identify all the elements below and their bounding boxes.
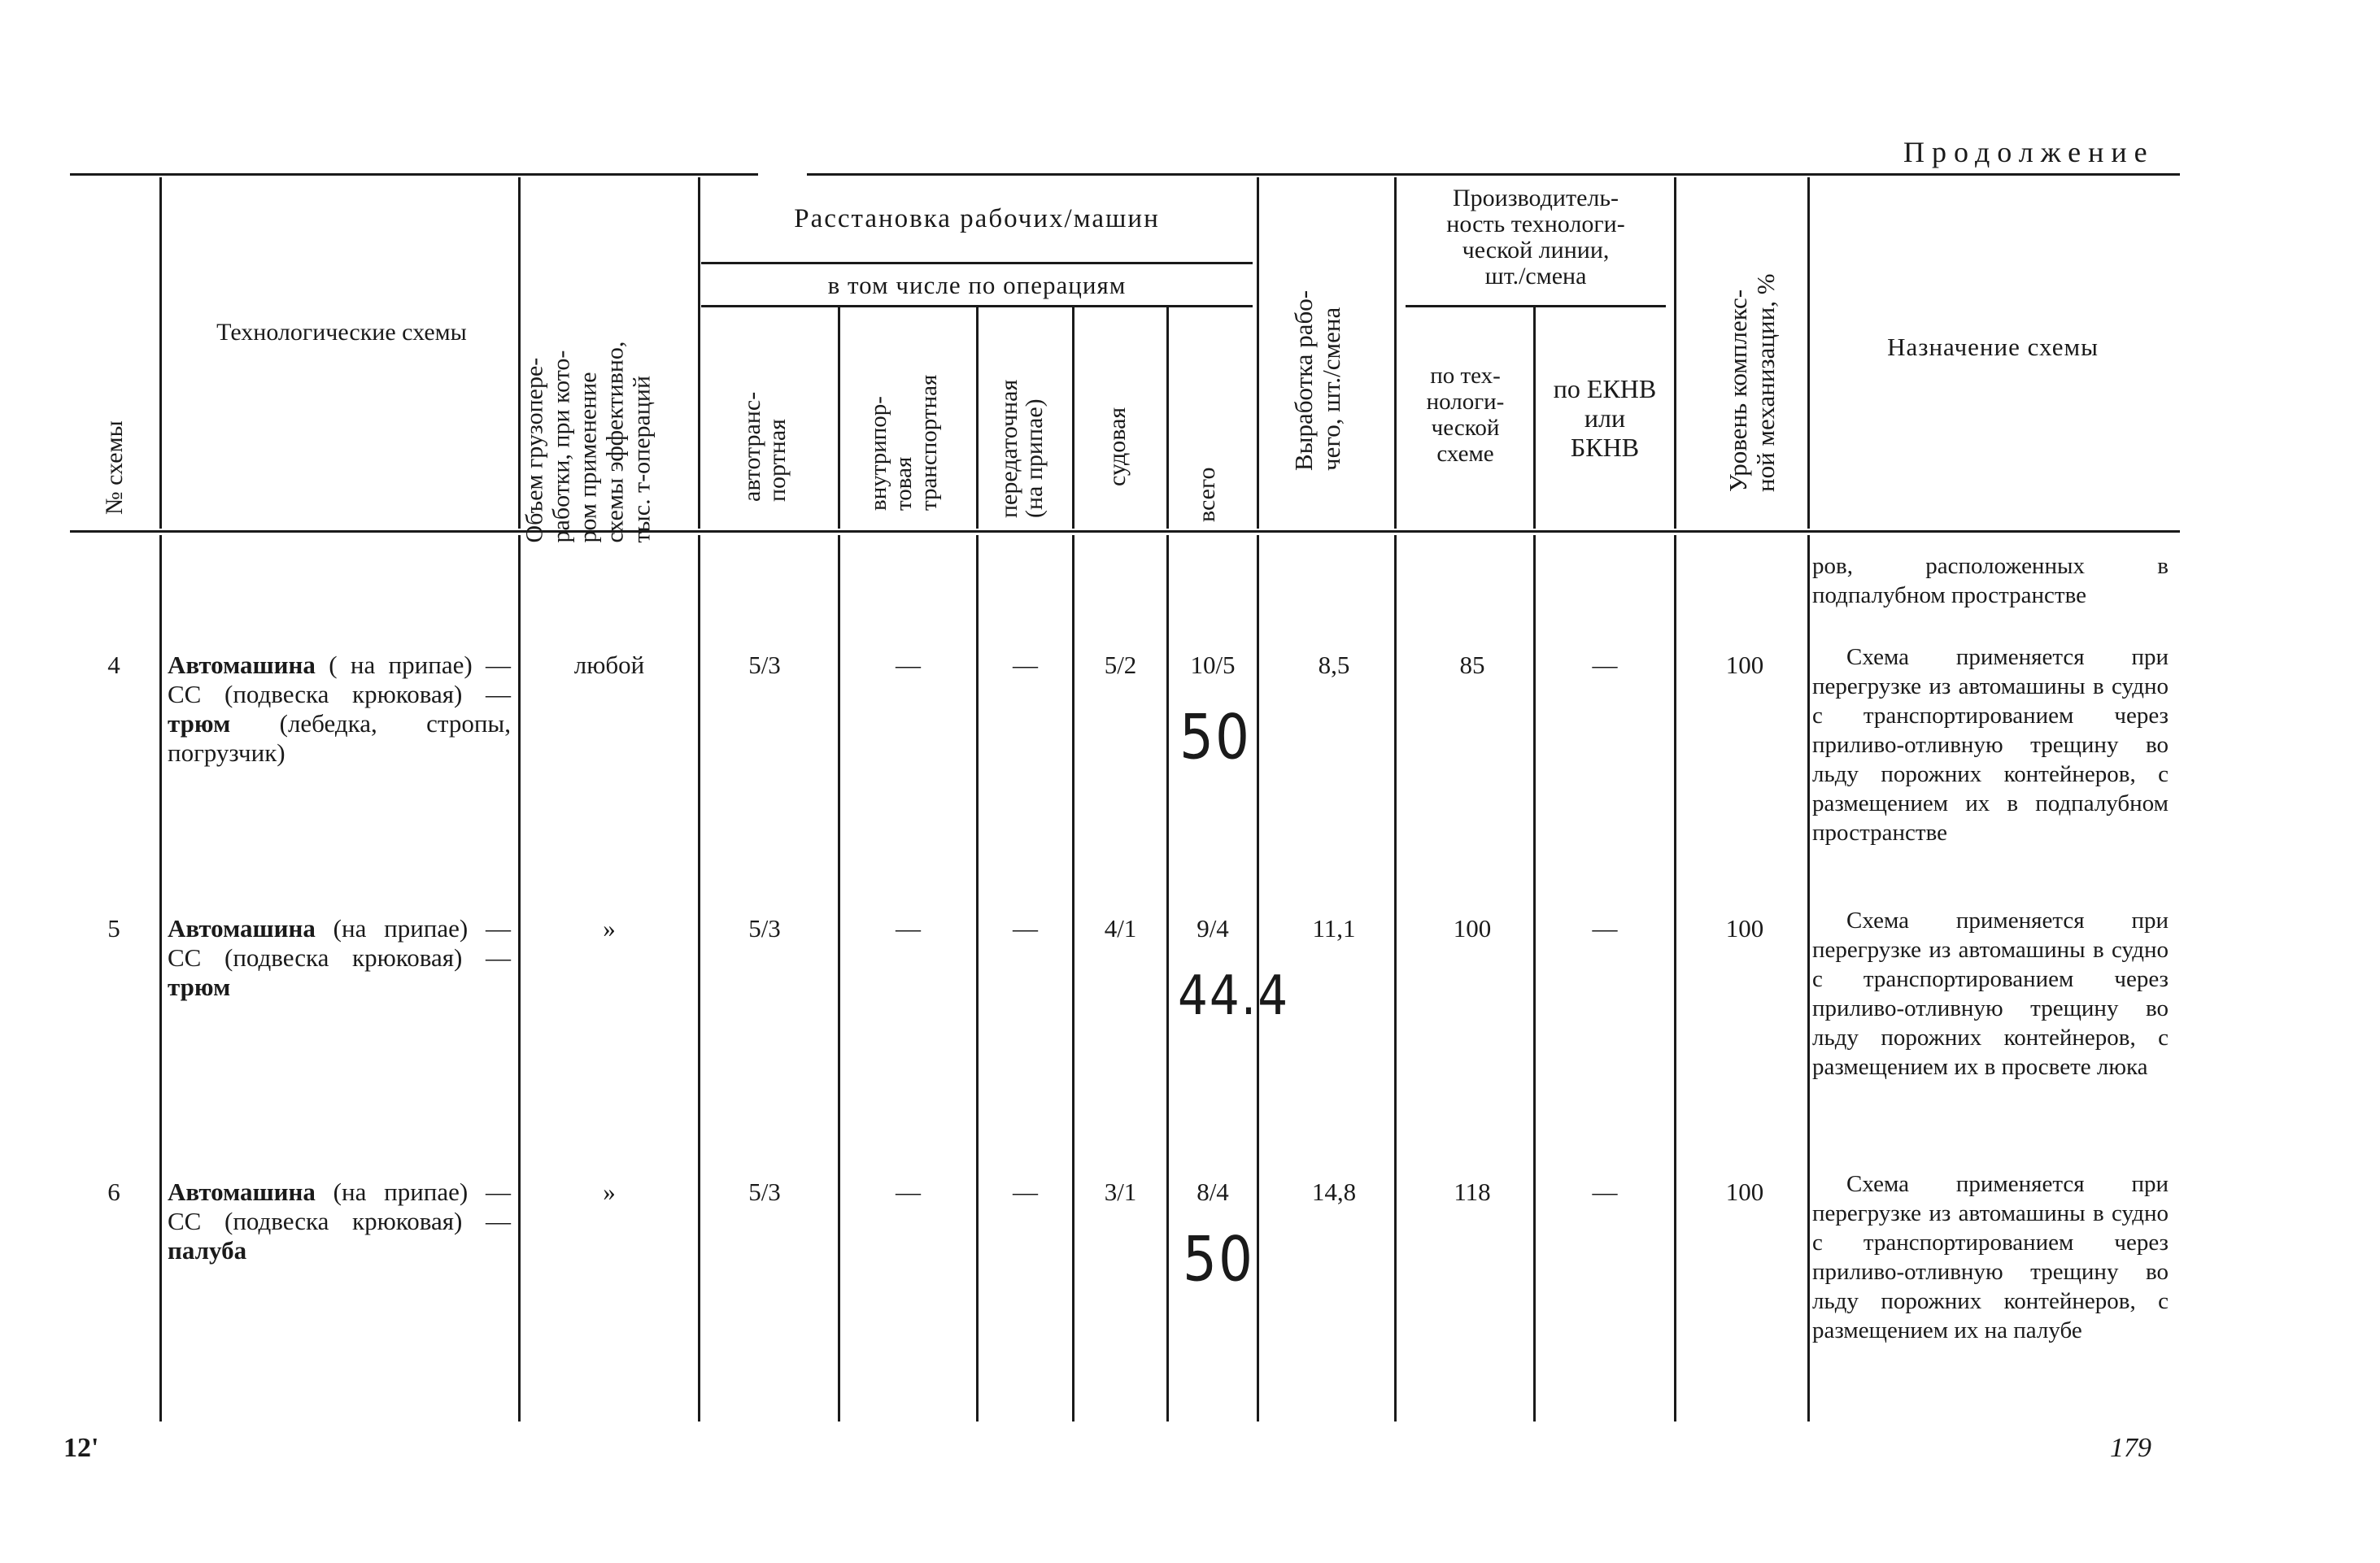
top-rule-right	[807, 173, 2180, 176]
col-rule	[838, 307, 840, 529]
row-6-volume: »	[603, 1178, 616, 1206]
col-rule	[1394, 177, 1397, 529]
row-6-op-internal: —	[896, 1178, 921, 1206]
col-rule	[1394, 535, 1397, 1422]
row-4-op-internal: —	[896, 651, 921, 679]
header-prod-by-eknv: по ЕКНВ или БКНВ	[1553, 374, 1657, 462]
row-5-prod-eknv: —	[1592, 914, 1618, 943]
header-prod-by-scheme: по тех- нологи- ческой схеме	[1426, 363, 1505, 467]
row-4-op-auto: 5/3	[748, 651, 781, 679]
header-op-ship: судовая	[1104, 407, 1131, 486]
header-op-transfer: передаточная (на припае)	[996, 379, 1048, 518]
col-rule	[1674, 535, 1676, 1422]
row-5-volume: »	[603, 914, 616, 943]
col-rule	[159, 177, 162, 529]
page-number: 179	[2110, 1433, 2151, 1463]
header-volume: Объем грузопере- работки, при кото- ром применение схемы эффективно, тыс. т-операций	[521, 341, 656, 543]
row-5-mech-level: 100	[1725, 914, 1764, 943]
top-rule-left	[70, 173, 758, 176]
header-purpose: Назначение схемы	[1887, 333, 2099, 361]
row-5-output: 11,1	[1312, 914, 1356, 943]
row-4-no: 4	[107, 651, 120, 679]
row-6-mech-level: 100	[1725, 1178, 1764, 1206]
header-tech-schemes: Технологические схемы	[216, 319, 467, 346]
continuation-label: Продолжение	[1903, 136, 2155, 168]
row-6-prod-scheme: 118	[1454, 1178, 1491, 1206]
header-op-total: всего	[1193, 467, 1220, 522]
row-4-prod-scheme: 85	[1459, 651, 1485, 679]
row-5-prod-scheme: 100	[1453, 914, 1492, 943]
row-6-handwritten-note: 50	[1183, 1223, 1254, 1295]
row-6-op-total: 8/4	[1197, 1178, 1229, 1206]
header-incl-ops: в том числе по операциям	[827, 271, 1127, 299]
placement-subrule	[701, 262, 1253, 264]
header-op-auto: автотранс- портная	[739, 391, 791, 502]
row-5-op-total: 9/4	[1197, 914, 1229, 943]
footer-left-mark: 12'	[63, 1433, 99, 1463]
row-5-purpose: Схема применяется при перегрузке из автомашины в судно с транспортированием через приливо-отливную трещину во льду порожних контейнеров, с размещением их в просвете люка	[1812, 908, 2169, 1080]
row-5-op-transfer: —	[1013, 914, 1038, 943]
row-4-op-transfer: —	[1013, 651, 1038, 679]
row-6-no: 6	[107, 1178, 120, 1206]
row-4-volume: любой	[573, 651, 645, 679]
row-6-op-transfer: —	[1013, 1178, 1038, 1206]
row-6-op-auto: 5/3	[748, 1178, 781, 1206]
row-5-handwritten-note: 44.4	[1178, 963, 1290, 1028]
col-rule	[698, 177, 700, 529]
col-rule	[1807, 535, 1810, 1422]
row-6-prod-eknv: —	[1592, 1178, 1618, 1206]
col-rule	[1257, 177, 1259, 529]
row-5-op-auto: 5/3	[748, 914, 781, 943]
header-op-internal: внутрипор- товая транспортная	[865, 374, 942, 511]
col-rule	[1533, 535, 1536, 1422]
header-placement: Расстановка рабочих/машин	[794, 204, 1160, 233]
purpose-carryover: ров, расположенных в подпалубном пространстве	[1812, 553, 2169, 608]
row-4-scheme: Автомашина ( на припае) — СС (подвеска крюковая) — трюм (лебедка, стропы, погрузчик)	[168, 651, 511, 767]
row-4-purpose: Схема применяется при перегрузке из автомашины в судно с транспортированием через приливо-отливную трещину во льду порожних контейнеров, с размещением их в подпалубном пространстве	[1812, 644, 2169, 846]
row-4-op-ship: 5/2	[1104, 651, 1137, 679]
row-5-scheme: Автомашина (на припае) — СС (подвеска крюковая) — трюм	[168, 914, 511, 1001]
row-4-op-total: 10/5	[1190, 651, 1236, 679]
col-rule	[1807, 177, 1810, 529]
col-rule	[1072, 307, 1074, 529]
header-bottom-rule	[70, 530, 2180, 533]
row-6-scheme: Автомашина (на припае) — СС (подвеска крюковая) — палуба	[168, 1178, 511, 1265]
row-4-mech-level: 100	[1725, 651, 1764, 679]
header-scheme-no: № схемы	[101, 420, 128, 515]
row-6-purpose: Схема применяется при перегрузке из автомашины в судно с транспортированием через приливо-отливную трещину во льду порожних контейнеров, с размещением их на палубе	[1812, 1171, 2169, 1343]
productivity-subrule	[1406, 305, 1666, 307]
row-4-output: 8,5	[1318, 651, 1350, 679]
row-6-output: 14,8	[1311, 1178, 1357, 1206]
col-rule	[159, 535, 162, 1422]
row-6-op-ship: 3/1	[1104, 1178, 1137, 1206]
row-5-op-ship: 4/1	[1104, 914, 1137, 943]
row-4-prod-eknv: —	[1592, 651, 1618, 679]
row-5-op-internal: —	[896, 914, 921, 943]
col-rule	[976, 307, 979, 529]
row-5-no: 5	[107, 914, 120, 943]
col-rule	[1166, 307, 1169, 529]
col-rule	[1674, 177, 1676, 529]
row-4-handwritten-note: 50	[1179, 701, 1251, 773]
col-rule	[698, 535, 700, 1422]
header-mech-level: Уровень комплекс- ной механизации, %	[1724, 273, 1780, 492]
header-productivity: Производитель- ность технологи- ческой линии, шт./смена	[1446, 185, 1625, 290]
header-output: Выработка рабо- чего, шт./смена	[1289, 290, 1345, 471]
